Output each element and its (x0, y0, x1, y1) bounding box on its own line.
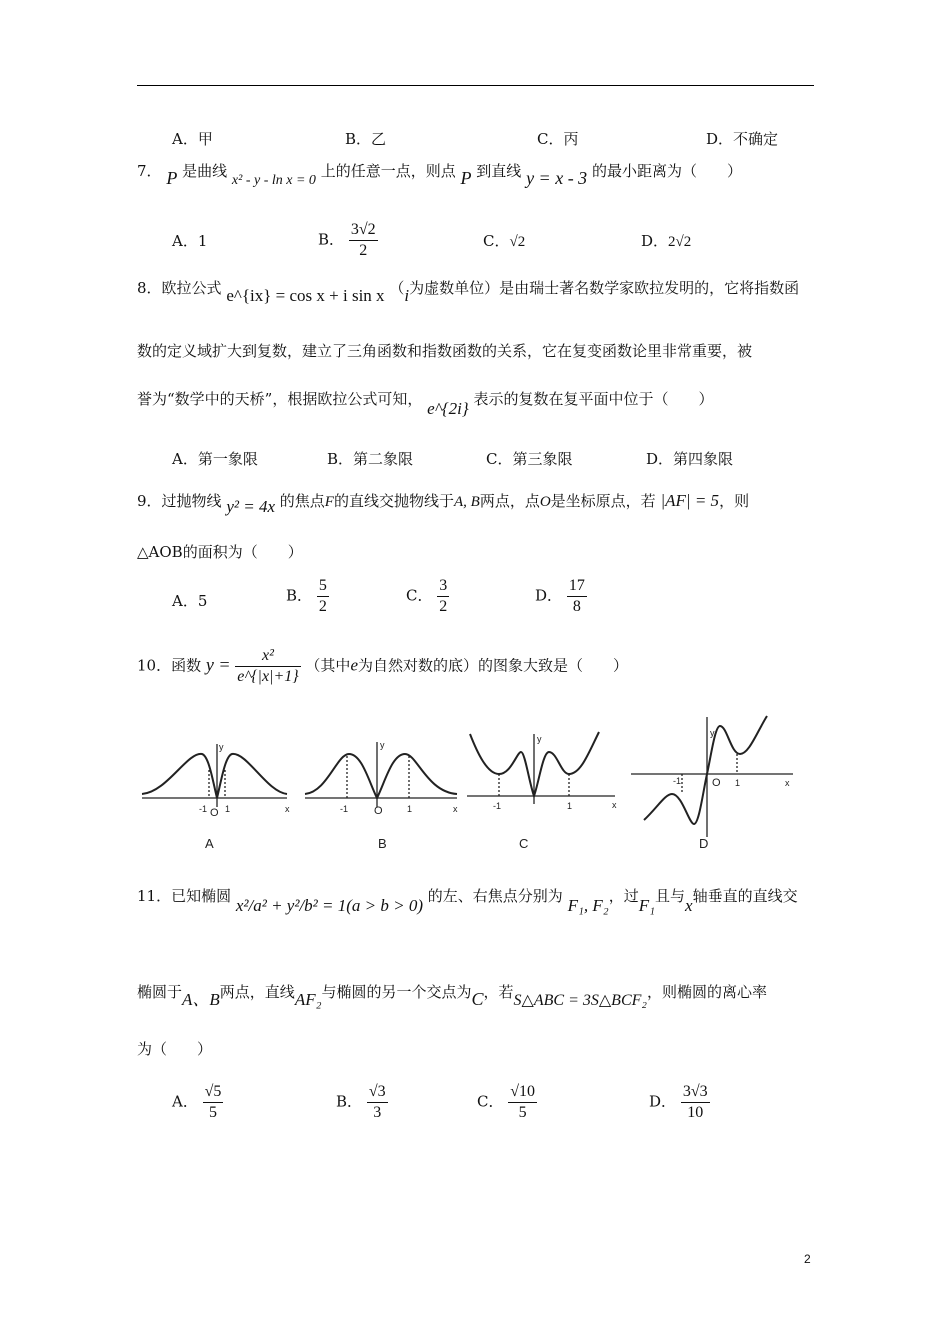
option-label: B． (286, 586, 313, 605)
q9-option-a: A．5 (172, 592, 208, 610)
foci: F₁, F₂ (567, 896, 609, 915)
option-label: D． (649, 1092, 677, 1111)
q11-text: ，若 (483, 983, 514, 1001)
q7-text: 的最小距离为（ ） (591, 162, 742, 180)
q11-text: 椭圆于 (137, 983, 183, 1001)
graph-d-tick-neg: -1 (673, 776, 682, 786)
q7-option-b (318, 220, 378, 261)
q11-text: ，则椭圆的离心率 (646, 983, 767, 1001)
origin-o: O (539, 494, 551, 510)
q11-option-a (172, 1082, 223, 1123)
graph-c-tick-pos: 1 (567, 801, 573, 811)
option-label: A． (172, 1092, 198, 1111)
q10-number: 10．函数 (137, 656, 202, 675)
graph-d-caption: D (699, 836, 709, 851)
graph-b-origin: O (374, 805, 383, 817)
points-ab: A, B (453, 494, 480, 510)
header-rule (137, 85, 814, 86)
option-value: 2√2 (668, 234, 692, 250)
q8-text: 表示的复数在复平面中位于（ ） (473, 390, 714, 408)
option-label: C． (483, 232, 510, 250)
area-relation: S△ABC = 3S△BCF₂ (513, 992, 647, 1009)
q10-stem (137, 646, 628, 687)
q7-text: 是曲线 (182, 162, 228, 180)
fraction: $\frac{5}{2}$ (318, 577, 327, 615)
q10-y: y = (205, 654, 231, 675)
q7-number: 7． (137, 162, 162, 180)
graph-d-y-label: y (710, 728, 715, 738)
x-axis-symbol: x (685, 896, 693, 915)
q11-option-b (336, 1082, 388, 1123)
q9-option-c (406, 576, 449, 617)
q8-stem-line1 (137, 277, 800, 305)
option-label: B． (318, 230, 345, 249)
q7-option-a: A．1 (172, 232, 208, 250)
page-number: 2 (804, 1252, 811, 1266)
fraction: $\frac{3√3}{10}$ (682, 1083, 708, 1121)
ellipse-equation: x²/a² + y²/b² = 1(a > b > 0) (235, 896, 424, 915)
q10-graphs (137, 712, 797, 857)
q11-number: 11．已知椭圆 (137, 887, 232, 905)
q9-text: 的直线交抛物线于 (333, 492, 454, 510)
q7-option-c (483, 230, 525, 251)
point-c: C (471, 989, 484, 1009)
e-symbol: e (350, 655, 358, 675)
graph-a-caption: A (205, 836, 214, 851)
q7-curve-equation: x² - y - ln x = 0 (231, 173, 316, 188)
graph-a-tick-pos: 1 (225, 804, 231, 814)
q6-option-c: C．丙 (537, 130, 579, 148)
option-label: D． (535, 586, 563, 605)
q9-text: 的焦点 (279, 492, 325, 510)
graph-c-y-label: y (537, 734, 542, 744)
graph-c-caption: C (519, 836, 529, 851)
q11-option-d (649, 1082, 710, 1123)
fraction: $\frac{17}{8}$ (568, 577, 585, 615)
graph-b-curve (305, 754, 457, 798)
q7-stem (137, 160, 742, 188)
graph-c-tick-neg: -1 (493, 801, 502, 811)
graph-a (142, 744, 287, 807)
q6-option-d: D．不确定 (706, 130, 779, 148)
q8-option-b: B．第二象限 (327, 450, 414, 468)
fraction: $\frac{√3}{3}$ (368, 1083, 386, 1121)
q9-text: ，则 (719, 492, 750, 510)
graph-b-caption: B (378, 836, 387, 851)
fraction: $\frac{3}{2}$ (439, 577, 448, 615)
graph-b-tick-neg: -1 (340, 804, 349, 814)
q7-line-equation: y = x - 3 (526, 168, 588, 188)
q9-number: 9．过抛物线 (137, 492, 222, 510)
option-label: D． (641, 232, 669, 250)
q8-option-c: C．第三象限 (486, 450, 573, 468)
q8-text: 誉为“数学中的天桥”，根据欧拉公式可知， (137, 390, 423, 408)
q9-stem-line1 (137, 490, 750, 516)
q9-option-d (535, 576, 587, 617)
fraction: $\frac{√10}{5}$ (510, 1083, 536, 1121)
q7-text: 上的任意一点，则点 (320, 162, 456, 180)
imaginary-unit: i (404, 286, 410, 305)
option-label: C． (406, 586, 433, 605)
q8-text: 为虚数单位）是由瑞士著名数学家欧拉发明的，它将指数函 (409, 279, 800, 297)
q6-option-a: A．甲 (172, 130, 213, 148)
q10-function-fraction: $\frac{\text{x²}}{e\^{}\{|x|+1\}}$ (237, 647, 299, 685)
q6-option-b: B．乙 (345, 130, 387, 148)
points-a-b: A、B (182, 990, 220, 1009)
q10-text: 为自然对数的底）的图象大致是（ ） (357, 656, 628, 675)
graph-b (305, 742, 457, 807)
graph-d-curve (644, 716, 767, 824)
q7-point-p: P (460, 168, 472, 188)
af-length: |AF| = 5 (660, 491, 720, 510)
q9-option-b (286, 576, 329, 617)
q11-text: ，过 (608, 887, 639, 905)
focus-f1: F₁ (638, 896, 655, 915)
graph-a-x-label: x (285, 804, 290, 814)
q9-text: 是坐标原点，若 (550, 492, 656, 510)
q11-text: 轴垂直的直线交 (692, 887, 798, 905)
q11-text: 两点，直线 (219, 983, 295, 1001)
option-label: B． (336, 1092, 363, 1111)
q7-text: 到直线 (476, 162, 522, 180)
fraction: $\frac{3√2}{2}$ (350, 221, 376, 259)
graph-b-x-label: x (453, 804, 458, 814)
q11-text: 的左、右焦点分别为 (427, 887, 563, 905)
q8-stem-line3 (137, 388, 714, 418)
q11-text: 且与 (655, 887, 686, 905)
q11-stem-line2 (137, 977, 767, 1009)
graph-b-tick-pos: 1 (407, 804, 413, 814)
q8-stem-line2: 数的定义域扩大到复数，建立了三角函数和指数函数的关系，它在复变函数论里非常重要，被 (137, 342, 753, 360)
graph-d-origin: O (712, 777, 721, 789)
e-power-2i: e^{2i} (427, 399, 469, 418)
graph-a-curve (142, 754, 287, 798)
q11-stem-line1 (137, 885, 798, 915)
focus-f: F (324, 494, 334, 510)
q9-stem-line2: △AOB的面积为（ ） (137, 543, 303, 561)
fraction: $\frac{√5}{5}$ (204, 1083, 222, 1121)
line-af2: AF₂ (294, 990, 322, 1009)
q7-point-p: P (166, 168, 178, 188)
graph-a-y-label: y (219, 742, 224, 752)
q7-option-d (641, 230, 691, 251)
parabola-equation: y² = 4x (226, 497, 275, 516)
graph-c-x-label: x (612, 800, 617, 810)
q11-text: 与椭圆的另一个交点为 (321, 983, 472, 1001)
q9-text: 两点，点 (479, 492, 540, 510)
q10-text: （其中 (305, 656, 351, 675)
q8-text: （ (389, 279, 405, 297)
graph-a-origin: O (210, 807, 219, 819)
graph-a-tick-neg: -1 (199, 804, 208, 814)
q8-option-d: D．第四象限 (646, 450, 734, 468)
option-value: √2 (509, 234, 526, 250)
q8-number: 8．欧拉公式 (137, 279, 222, 297)
graph-d-tick-pos: 1 (735, 778, 741, 788)
q11-option-c (477, 1082, 537, 1123)
q11-stem-line3: 为（ ） (137, 1040, 213, 1058)
euler-formula: e^{ix} = cos x + i sin x (226, 286, 385, 305)
q8-option-a: A．第一象限 (172, 450, 258, 468)
graph-d-x-label: x (785, 778, 790, 788)
graph-b-y-label: y (380, 740, 385, 750)
option-label: C． (477, 1092, 504, 1111)
